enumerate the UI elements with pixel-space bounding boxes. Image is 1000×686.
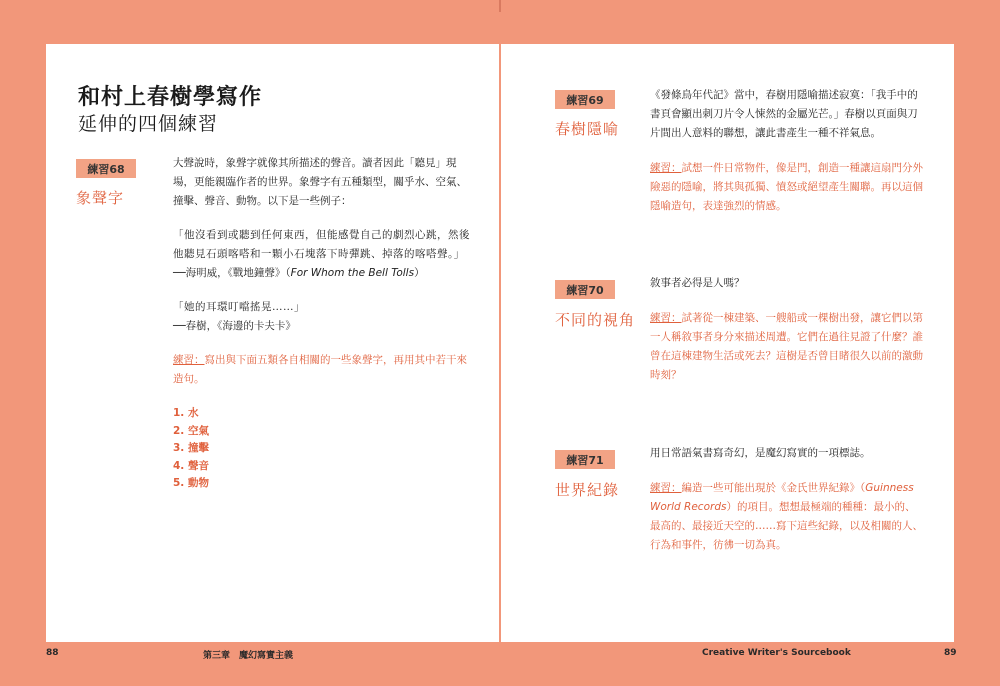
exercise-69-prompt: 練習：試想一件日常物件，像是門，創造一種讓這扇門分外險惡的隱喻，將其與孤獨、憤怒或絕望產生關聯。再以這個隱喻造句，表達強烈的情感。 [650, 162, 923, 212]
exercise-68-badge: 練習68 [76, 159, 136, 178]
page-subtitle: 延伸的四個練習 [78, 113, 219, 135]
exercise-70-prompt: 練習：試著從一棟建築、一艘船或一棵樹出發，讓它們以第一人稱敘事者身分來描述周遭。它們在過往見證了什麼？誰曾在這棟建物生活或死去？這樹是否曾目睹很久以前的激動時刻？ [650, 312, 923, 381]
exercise-68-source-2: ──春樹，《海邊的卡夫卡》 [173, 320, 296, 332]
left-page-number: 88 [46, 648, 59, 658]
list-item: 2. 空氣 [173, 424, 209, 437]
exercise-68-content [173, 154, 473, 493]
exercise-70-intro: 敘事者必得是人嗎？ [650, 277, 745, 289]
list-item: 5. 動物 [173, 477, 209, 489]
exercise-69-intro: 《發條鳥年代記》當中，春樹用隱喻描述寂寞：「我手中的書頁會顯出刺刀片令人悚然的金屬光芒。」春樹以頁面與刀片間出人意料的聯想，讓此書產生一種不祥氣息。 [650, 89, 918, 139]
list-item: 1. 水 [173, 407, 199, 419]
exercise-68-prompt: 練習：寫出與下面五類各自相關的一些象聲字，再用其中若干來造句。 [173, 354, 467, 385]
exercise-71-content [650, 444, 925, 555]
left-page [46, 44, 499, 642]
exercise-71-intro: 用日常語氣書寫奇幻，是魔幻寫實的一項標誌。 [650, 447, 871, 459]
exercise-70-content [650, 274, 925, 385]
exercise-69-content [650, 86, 925, 216]
right-page-number: 89 [944, 648, 957, 658]
exercise-70-badge: 練習70 [555, 280, 615, 299]
book-title: Creative Writer's Sourcebook [702, 648, 851, 658]
exercise-68-quote-2: 「她的耳環叮噹搖晃……」 [173, 301, 305, 313]
page-title: 和村上春樹學寫作 [78, 85, 263, 110]
list-item: 3. 撞擊 [173, 442, 209, 454]
chapter-title: 第三章 魔幻寫實主義 [203, 651, 294, 661]
exercise-69-badge: 練習69 [555, 90, 615, 109]
exercise-70-topic: 不同的視角 [555, 311, 636, 329]
exercise-71-topic: 世界紀錄 [555, 481, 620, 499]
exercise-68-topic: 象聲字 [76, 189, 125, 207]
exercise-68-source-1: ──海明威，《戰地鐘聲》（For Whom the Bell Tolls） [173, 267, 425, 279]
exercise-68-intro: 大聲說時，象聲字就像其所描述的聲音。讀者因此「聽見」現場，更能親臨作者的世界。象聲字有五種類型，關乎水、空氣、撞擊、聲音、動物。以下是一些例子： [173, 157, 467, 207]
spine-mark [499, 0, 501, 12]
exercise-68-list [173, 405, 473, 493]
exercise-71-badge: 練習71 [555, 450, 615, 469]
list-item: 4. 聲音 [173, 459, 209, 472]
right-page [501, 44, 954, 642]
exercise-68-quote-1: 「他沒看到或聽到任何東西，但能感覺自己的劇烈心跳，然後他聽見石頭喀嗒和一顆小石塊落下時彈跳、掉落的喀嗒聲。」 [173, 229, 470, 260]
exercise-69-topic: 春樹隱喻 [555, 120, 620, 138]
exercise-71-prompt: 練習：編造一些可能出現於《金氏世界紀錄》（Guinness World Records）的項目。想想最極端的種種：最小的、最高的、最接近天空的……寫下這些紀錄，以及相關的人、行為和事件，彷彿一切為真。 [650, 482, 923, 551]
